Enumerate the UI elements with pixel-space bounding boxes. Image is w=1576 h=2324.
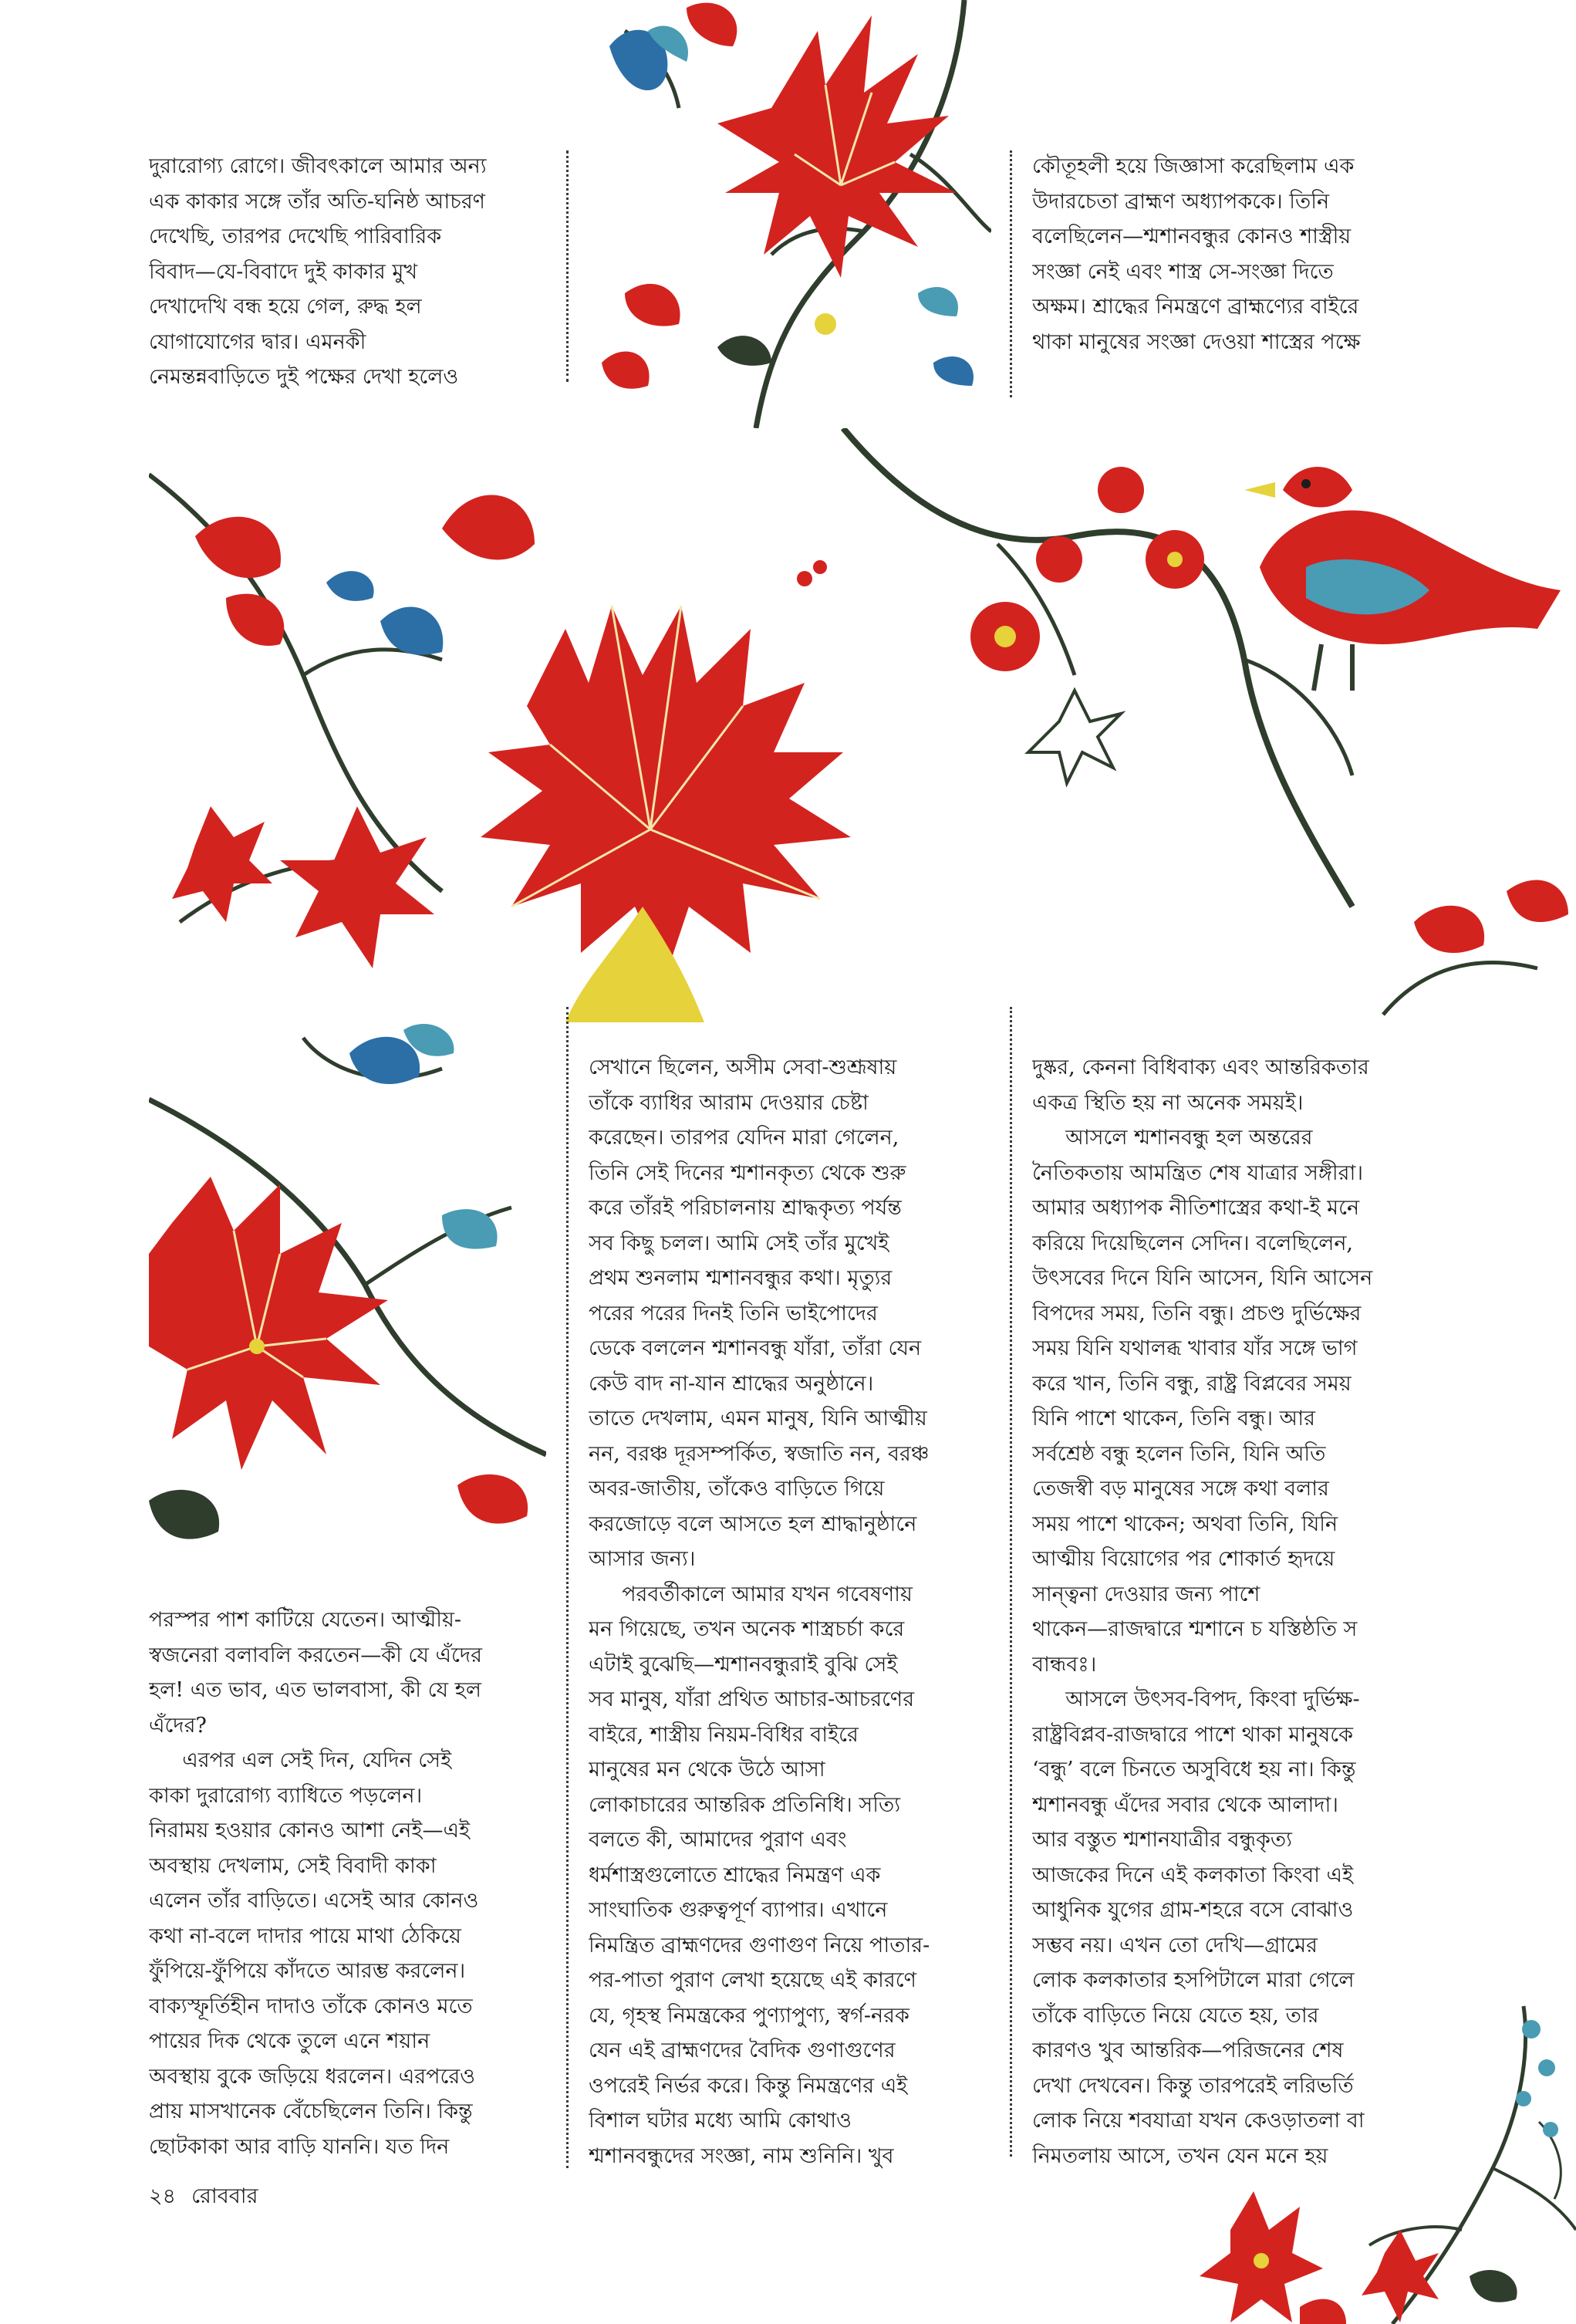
text-line: লোকাচারের আন্তরিক প্রতিনিধি। সত্যি: [589, 1792, 901, 1817]
text-line: শ্মশানবন্ধু এঁদের সবার থেকে আলাদা।: [1032, 1792, 1338, 1817]
page-number: ২৪: [149, 2184, 177, 2208]
magazine-name: রোববার: [191, 2184, 258, 2208]
column-rule-bottom-right: [1010, 1007, 1012, 2157]
text-line: আর বস্তুত শ্মশানযাত্রীর বন্ধুকৃত্য: [1032, 1828, 1292, 1852]
text-line: পরবর্তীকালে আমার যখন গবেষণায়: [622, 1582, 913, 1606]
text-column-middle: [589, 1050, 997, 2174]
text-line: আসার জন্য।: [589, 1547, 696, 1571]
text-line: করিয়ে দিয়েছিলেন সেদিন। বলেছিলেন,: [1032, 1231, 1354, 1255]
text-line: থাকেন—রাজদ্বারে শ্মশানে চ যস্তিষ্ঠতি স: [1032, 1617, 1358, 1641]
text-line: পর-পাতা পুরাণ লেখা হয়েছে এই কারণে: [589, 1968, 916, 1992]
text-line: কেউ বাদ না-যান শ্রাদ্ধের অনুষ্ঠানে।: [589, 1371, 874, 1396]
text-column-bottom-left: [149, 1603, 554, 2164]
text-line: উৎসবের দিনে যিনি আসেন, যিনি আসেন: [1032, 1266, 1373, 1290]
text-line: ধর্মশাস্ত্রগুলোতে শ্রাদ্ধের নিমন্ত্রণ এক: [589, 1863, 881, 1887]
text-line: নৈতিকতায় আমন্ত্রিত শেষ যাত্রার সঙ্গীরা।: [1032, 1160, 1363, 1185]
text-line: আমার অধ্যাপক নীতিশাস্ত্রের কথা-ই মনে: [1032, 1196, 1360, 1220]
text-line: দেখাদেখি বন্ধ হয়ে গেল, রুদ্ধ হল: [149, 295, 422, 319]
text-line: অবর-জাতীয়, তাঁকেও বাড়িতে গিয়ে: [589, 1477, 885, 1501]
text-line: এক কাকার সঙ্গে তাঁর অতি-ঘনিষ্ঠ আচরণ: [149, 189, 486, 214]
column-rule-bottom-left: [566, 1007, 569, 2168]
text-line: যেন এই ব্রাহ্মণদের বৈদিক গুণাগুণের: [589, 2039, 896, 2062]
text-line: বিপদের সময়, তিনি বন্ধু। প্রচণ্ড দুর্ভিক্ষের: [1032, 1301, 1362, 1326]
text-line: তেজস্বী বড় মানুষের সঙ্গে কথা বলার: [1032, 1477, 1329, 1501]
text-line: বলেছিলেন—শ্মশানবন্ধুর কোনও শাস্ত্রীয়: [1032, 225, 1352, 248]
text-line: সব মানুষ, যাঁরা প্রথিত আচার-আচরণের: [589, 1687, 915, 1711]
text-line: দুরারোগ্য রোগে। জীবৎকালে আমার অন্য: [149, 154, 487, 178]
text-line: সময় পাশে থাকেন; অথবা তিনি, যিনি: [1032, 1512, 1338, 1536]
text-line: এঁদের?: [149, 1713, 207, 1738]
text-line: সাংঘাতিক গুরুত্বপূর্ণ ব্যাপার। এখানে: [589, 1898, 888, 1922]
text-line: শ্মশানবন্ধুদের সংজ্ঞা, নাম শুনিনি। খুব: [589, 2143, 894, 2168]
text-line: লোক নিয়ে শবযাত্রা যখন কেওড়াতলা বা: [1032, 2109, 1365, 2133]
column-rule-top-left: [566, 150, 569, 382]
column-rule-top-right: [1010, 150, 1012, 397]
text-line: আজকের দিনে এই কলকাতা কিংবা এই: [1032, 1863, 1354, 1887]
text-line: সান্ত্বনা দেওয়ার জন্য পাশে: [1032, 1582, 1260, 1606]
floral-art-svg-band: [149, 428, 1576, 1022]
text-line: ‘বন্ধু’ বলে চিনতে অসুবিধে হয় না। কিন্তু: [1032, 1758, 1356, 1782]
text-line: তাতে দেখলাম, এমন মানুষ, যিনি আত্মীয়: [589, 1407, 927, 1431]
text-line: ছোটকাকা আর বাড়ি যাননি। যত দিন: [149, 2134, 450, 2159]
text-line: থাকা মানুষের সংজ্ঞা দেওয়া শাস্ত্রের পক্ষে: [1032, 329, 1361, 354]
text-line: আধুনিক যুগের গ্রাম-শহরে বসে বোঝাও: [1032, 1898, 1354, 1922]
text-line: বিশাল ঘটার মধ্যে আমি কোথাও: [589, 2109, 852, 2133]
text-line: ফুঁপিয়ে-ফুঁপিয়ে কাঁদতে আরম্ভ করলেন।: [149, 1959, 466, 1983]
text-line: করে তাঁরই পরিচালনায় শ্রাদ্ধকৃত্য পর্যন্ত: [589, 1196, 902, 1220]
floral-art-svg-top: [594, 0, 991, 428]
text-line: করজোড়ে বলে আসতে হল শ্রাদ্ধানুষ্ঠানে: [589, 1512, 917, 1536]
text-line: করেছেন। তারপর যেদিন মারা গেলেন,: [589, 1126, 899, 1150]
text-line: কাকা দুরারোগ্য ব্যাধিতে পড়লেন।: [149, 1783, 423, 1808]
text-column-top-left: [149, 149, 554, 395]
text-line: অবস্থায় বুকে জড়িয়ে ধরলেন। এরপরেও: [149, 2064, 476, 2089]
text-line: একত্র স্থিতি হয় না অনেক সময়ই।: [1032, 1090, 1304, 1115]
floral-artwork-band: [149, 428, 1576, 1022]
text-line: বিবাদ—যে-বিবাদে দুই কাকার মুখ: [149, 259, 418, 284]
text-line: সম্ভব নয়। এখন তো দেখি—গ্রামের: [1032, 1933, 1318, 1957]
text-line: মন গিয়েছে, তখন অনেক শাস্ত্রচর্চা করে: [589, 1617, 905, 1641]
text-line: দেখা দেখবেন। কিন্তু তারপরেই লরিভর্তি: [1032, 2073, 1354, 2098]
text-line: কথা না-বলে দাদার পায়ে মাথা ঠেকিয়ে: [149, 1924, 461, 1948]
text-line: তিনি সেই দিনের শ্মশানকৃত্য থেকে শুরু: [589, 1160, 906, 1185]
text-line: পায়ের দিক থেকে তুলে এনে শয়ান: [149, 2029, 430, 2053]
text-line: নিরাময় হওয়ার কোনও আশা নেই—এই: [149, 1819, 471, 1843]
floral-artwork-top: [594, 0, 991, 428]
text-line: ডেকে বললেন শ্মশানবন্ধু যাঁরা, তাঁরা যেন: [589, 1336, 922, 1360]
text-line: তাঁকে বাড়িতে নিয়ে যেতে হয়, তার: [1032, 2003, 1319, 2028]
text-line: কারণও খুব আন্তরিক—পরিজনের শেষ: [1032, 2039, 1344, 2062]
text-line: বাক্যস্ফূর্তিহীন দাদাও তাঁকে কোনও মতে: [149, 1994, 473, 2018]
text-line: নিমতলায় আসে, তখন যেন মনে হয়: [1032, 2143, 1328, 2168]
text-line: সর্বশ্রেষ্ঠ বন্ধু হলেন তিনি, যিনি অতি: [1032, 1441, 1326, 1466]
text-line: পরস্পর পাশ কাটিয়ে যেতেন। আত্মীয়-: [149, 1608, 462, 1632]
text-line: অক্ষম। শ্রাদ্ধের নিমন্ত্রণে ব্রাহ্মণ্যের বাইরে: [1032, 295, 1359, 319]
text-line: সব কিছু চলল। আমি সেই তাঁর মুখেই: [589, 1231, 889, 1255]
text-line: প্রথম শুনলাম শ্মশানবন্ধুর কথা। মৃত্যুর: [589, 1266, 893, 1290]
text-line: এটাই বুঝেছি—শ্মশানবন্ধুরাই বুঝি সেই: [589, 1652, 898, 1677]
text-line: আত্মীয় বিয়োগের পর শোকার্ত হৃদয়ে: [1032, 1547, 1335, 1571]
text-line: বাইরে, শাস্ত্রীয় নিয়ম-বিধির বাইরে: [589, 1722, 859, 1747]
text-line: মানুষের মন থেকে উঠে আসা: [589, 1758, 825, 1782]
text-line: ওপরেই নির্ভর করে। কিন্তু নিমন্ত্রণের এই: [589, 2073, 908, 2098]
floral-art-svg-left: [149, 1022, 546, 1559]
text-line: সময় যিনি যথালব্ধ খাবার যাঁর সঙ্গে ভাগ: [1032, 1336, 1358, 1360]
text-line: করে খান, তিনি বন্ধু, রাষ্ট্র বিপ্লবের সময়: [1032, 1371, 1352, 1396]
text-line: দেখেছি, তারপর দেখেছি পারিবারিক: [149, 225, 442, 248]
text-line: অবস্থায় দেখলাম, সেই বিবাদী কাকা: [149, 1853, 437, 1878]
text-line: পরের পরের দিনই তিনি ভাইপোদের: [589, 1301, 878, 1326]
text-line: যোগাযোগের দ্বার। এমনকী: [149, 329, 366, 354]
text-line: এরপর এল সেই দিন, যেদিন সেই: [182, 1748, 452, 1772]
text-line: বান্ধবঃ।: [1032, 1652, 1097, 1677]
text-line: হল! এত ভাব, এত ভালবাসা, কী যে হল: [149, 1678, 481, 1702]
text-line: যিনি পাশে থাকেন, তিনি বন্ধু। আর: [1032, 1407, 1315, 1431]
text-line: তাঁকে ব্যাধির আরাম দেওয়ার চেষ্টা: [589, 1090, 869, 1115]
text-line: প্রায় মাসখানেক বেঁচেছিলেন তিনি। কিন্তু: [149, 2099, 473, 2123]
page-footer: [149, 2180, 273, 2215]
floral-artwork-left: [149, 1022, 546, 1559]
text-line: রাষ্ট্রবিপ্লব-রাজদ্বারে পাশে থাকা মানুষকে: [1032, 1722, 1353, 1747]
text-line: যে, গৃহস্থ নিমন্ত্রকের পুণ্যাপুণ্য, স্বর্গ-নরক: [589, 2003, 909, 2028]
text-line: দুষ্কর, কেননা বিধিবাক্য এবং আন্তরিকতার: [1032, 1056, 1369, 1079]
text-line: উদারচেতা ব্রাহ্মণ অধ্যাপককে। তিনি: [1032, 189, 1330, 214]
text-line: সেখানে ছিলেন, অসীম সেবা-শুশ্রূষায়: [589, 1056, 897, 1079]
text-line: আসলে শ্মশানবন্ধু হল অন্তরের: [1065, 1126, 1313, 1150]
text-line: সংজ্ঞা নেই এবং শাস্ত্র সে-সংজ্ঞা দিতে: [1032, 259, 1334, 284]
text-line: আসলে উৎসব-বিপদ, কিংবা দুর্ভিক্ষ-: [1065, 1687, 1360, 1711]
text-line: নিমন্ত্রিত ব্রাহ্মণদের গুণাগুণ নিয়ে পাতার-: [589, 1933, 930, 1957]
text-column-right: [1032, 1050, 1441, 2174]
text-column-top-right: [1032, 149, 1437, 360]
text-line: স্বজনেরা বলাবলি করতেন—কী যে এঁদের: [149, 1643, 482, 1667]
text-line: এলেন তাঁর বাড়িতে। এসেই আর কোনও: [149, 1889, 479, 1913]
text-line: নেমন্তন্নবাড়িতে দুই পক্ষের দেখা হলেও: [149, 365, 459, 389]
text-line: কৌতূহলী হয়ে জিজ্ঞাসা করেছিলাম এক: [1032, 154, 1355, 178]
text-line: লোক কলকাতার হসপিটালে মারা গেলে: [1032, 1968, 1355, 1992]
text-line: বলতে কী, আমাদের পুরাণ এবং: [589, 1828, 847, 1852]
text-line: নন, বরঞ্চ দূরসম্পর্কিত, স্বজাতি নন, বরঞ্চ: [589, 1441, 930, 1466]
